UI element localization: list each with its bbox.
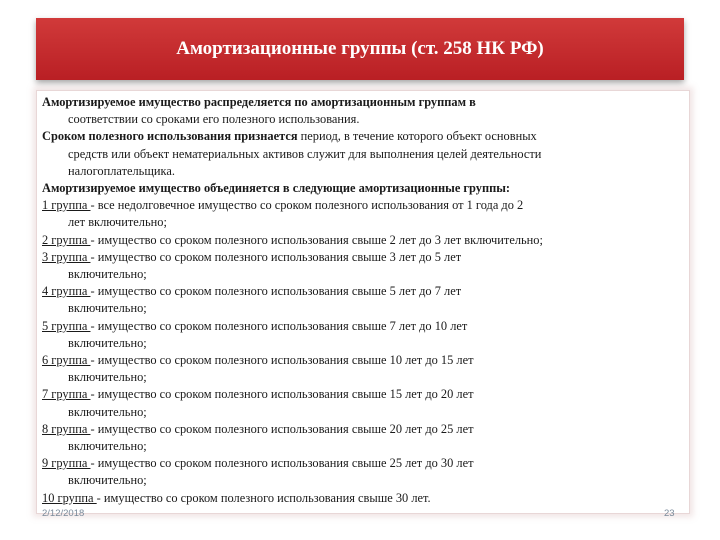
group-continuation: включительно; xyxy=(68,267,147,282)
group-item-5 xyxy=(42,318,690,352)
group-label: 1 группа xyxy=(42,198,91,213)
group-item-2 xyxy=(42,232,690,249)
intro-paragraph-2 xyxy=(42,128,690,180)
text-block xyxy=(42,94,690,507)
group-continuation: включительно; xyxy=(68,370,147,385)
intro-2-continuation: средств или объект нематериальных активов служит для выполнения целей деятельности xyxy=(68,146,542,161)
intro-3-bold: Амортизируемое имущество объединяется в следующие амортизационные группы: xyxy=(42,181,511,196)
group-text: - имущество со сроком полезного использования свыше 3 лет до 5 лет xyxy=(90,249,462,264)
group-text: - имущество со сроком полезного использования свыше 15 лет до 20 лет xyxy=(90,387,474,402)
group-item-9 xyxy=(42,455,690,489)
slide-title: Амортизационные группы (ст. 258 НК РФ) xyxy=(176,38,544,59)
group-continuation: включительно; xyxy=(68,473,147,488)
intro-2-rest: период, в течение которого объект основных xyxy=(297,129,537,144)
group-continuation: лет включительно; xyxy=(68,215,167,230)
group-label: 3 группа xyxy=(42,249,91,264)
group-text: - имущество со сроком полезного использования свыше 7 лет до 10 лет xyxy=(90,318,468,333)
group-continuation: включительно; xyxy=(68,439,147,454)
group-text: - имущество со сроком полезного использования свыше 10 лет до 15 лет xyxy=(90,353,474,368)
group-item-7 xyxy=(42,386,690,420)
group-label: 5 группа xyxy=(42,318,91,333)
intro-1-bold: Амортизируемое имущество распределяется по амортизационным группам в xyxy=(42,95,476,109)
title-bar xyxy=(36,18,684,80)
group-item-3 xyxy=(42,249,690,283)
intro-1-continuation: соответствии со сроками его полезного использования. xyxy=(68,112,360,127)
group-label: 9 группа xyxy=(42,456,91,471)
intro-2-bold: Сроком полезного использования признается xyxy=(42,129,298,144)
group-text: - имущество со сроком полезного использования свыше 20 лет до 25 лет xyxy=(90,421,474,436)
group-continuation: включительно; xyxy=(68,335,147,350)
group-label: 4 группа xyxy=(42,284,91,299)
intro-2-continuation-2: налогоплательщика. xyxy=(68,163,175,178)
group-label: 6 группа xyxy=(42,353,91,368)
group-text: - все недолговечное имущество со сроком полезного использования от 1 года до 2 xyxy=(90,198,524,213)
group-text: - имущество со сроком полезного использования свыше 25 лет до 30 лет xyxy=(90,456,474,471)
group-item-10 xyxy=(42,490,690,507)
group-label: 10 группа xyxy=(42,490,97,505)
group-text: - имущество со сроком полезного использования свыше 30 лет. xyxy=(96,490,431,505)
group-label: 8 группа xyxy=(42,421,91,436)
group-label: 2 группа xyxy=(42,232,91,247)
group-item-1 xyxy=(42,197,690,231)
group-item-6 xyxy=(42,352,690,386)
content-box xyxy=(36,90,690,514)
group-text: - имущество со сроком полезного использования свыше 2 лет до 3 лет включительно; xyxy=(90,232,543,247)
footer-date: 2/12/2018 xyxy=(42,508,85,519)
group-text: - имущество со сроком полезного использования свыше 5 лет до 7 лет xyxy=(90,284,462,299)
intro-paragraph-1 xyxy=(42,94,690,128)
group-item-8 xyxy=(42,421,690,455)
group-label: 7 группа xyxy=(42,387,91,402)
group-continuation: включительно; xyxy=(68,404,147,419)
page-number: 23 xyxy=(664,508,675,519)
intro-paragraph-3 xyxy=(42,180,690,197)
group-item-4 xyxy=(42,283,690,317)
group-continuation: включительно; xyxy=(68,301,147,316)
